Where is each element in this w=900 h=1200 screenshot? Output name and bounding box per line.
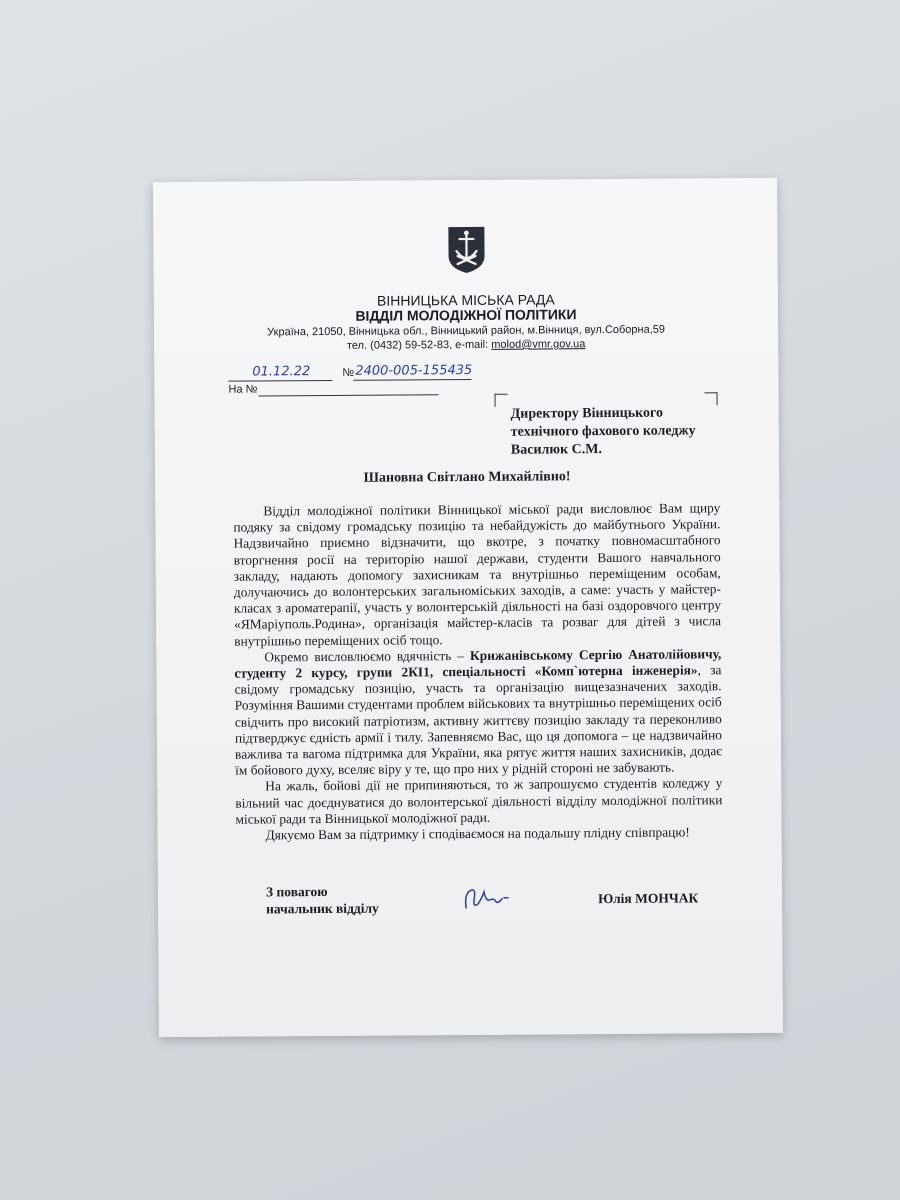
addressee-line: технічного фахового коледжу <box>510 423 696 440</box>
outgoing-number: 2400-005-155435 <box>355 362 473 379</box>
addressee-line: Директору Вінницького <box>510 405 664 422</box>
body-paragraph: На жаль, бойові дії не припиняються, то ж запрошуємо студентів коледжу у вільний час доєднуватися до волонтерської діяльності відділу молодіжної політики міської ради та Вінницької молодіжної ради. <box>235 775 723 827</box>
date-underline <box>228 380 332 382</box>
outgoing-number-label: № <box>342 366 355 379</box>
signer-name: Юлія МОНЧАК <box>597 890 699 907</box>
address-corner-left <box>495 394 508 407</box>
letter-sheet <box>153 178 783 1037</box>
handwritten-signature <box>462 884 512 914</box>
reply-number-label: На № <box>228 383 258 396</box>
signer-position: начальник відділу <box>266 900 379 917</box>
regards-text: З повагою <box>265 883 328 900</box>
reply-underline <box>259 394 439 396</box>
number-underline <box>353 379 471 381</box>
city-emblem-icon <box>447 226 485 274</box>
email-link[interactable]: molod@vmr.gov.ua <box>491 338 586 351</box>
signoff-block <box>266 883 379 918</box>
letter-body <box>233 500 722 844</box>
address-corner-right <box>705 392 718 405</box>
body-paragraph: Окремо висловлюємо вдячність – Крижанівському Сергію Анатолійовичу, студенту 2 курсу, групи 2КІ1, спеціальності «Комп`ютерна інженерія», за свідому громадську позицію, участь та організацію вищезазначених заходів. Розуміння Вашими студентами проблем військових та внутрішньо переміщених осіб свідчить про високий патріотизм, активну життєву позицію закладу та переконливо підтверджує єдність армії і тилу. Запевняємо Вас, що ця допомога – це надзвичайно важлива та вагома підтримка для України, яка рятує життя наших захисників, додає їм бойового духу, вселяє віру у те, що про них у рідній стороні не забувають. <box>234 646 723 778</box>
body-paragraph: Дякуємо Вам за підтримку і сподіваємося на подальшу плідну співпрацю! <box>265 824 690 843</box>
letterhead-address: Україна, 21050, Вінницька обл., Вінницький район, м.Вінниця, вул.Соборна,59 <box>267 323 666 339</box>
student-details: Крижанівському Сергію Анатолійовичу, студенту 2 курсу, групи 2КІ1, спеціальності «Комп`ютерна інженерія» <box>234 646 722 681</box>
body-paragraph: Відділ молодіжної політики Вінницької міської ради висловлює Вам щиру подяку за свідому громадську позицію та небайдужість до майбутнього України. Надзвичайно приємно відзначити, що вкотре, з початку повномасштабного вторгнення росії на територію нашої держави, студенти Вашого навчального закладу, надають допомогу захисникам та внутрішньо переміщеним особам, долучаючись до волонтерських загальноміських заходів, а саме: участь у майстер-класах з ароматерапії, участь у волонтерській діяльності на базі оздоровчого центру «ЯМаріуполь.Родина», організація майстер-класів та розваг для дітей з числа внутрішньо переміщених осіб тощо. <box>233 500 722 649</box>
outgoing-date: 01.12.22 <box>252 364 311 380</box>
addressee-block <box>511 404 696 459</box>
letterhead-contacts <box>154 337 778 353</box>
addressee-name: Василюк С.М. <box>510 442 603 458</box>
city-council-title: ВІННИЦЬКА МІСЬКА РАДА <box>376 291 555 309</box>
department-title: ВІДДІЛ МОЛОДІЖНОЇ ПОЛІТИКИ <box>355 306 577 324</box>
phone-text: тел. (0432) 59-52-83, e-mail: <box>346 338 492 352</box>
salutation: Шановна Світлано Михайлівно! <box>363 469 571 486</box>
